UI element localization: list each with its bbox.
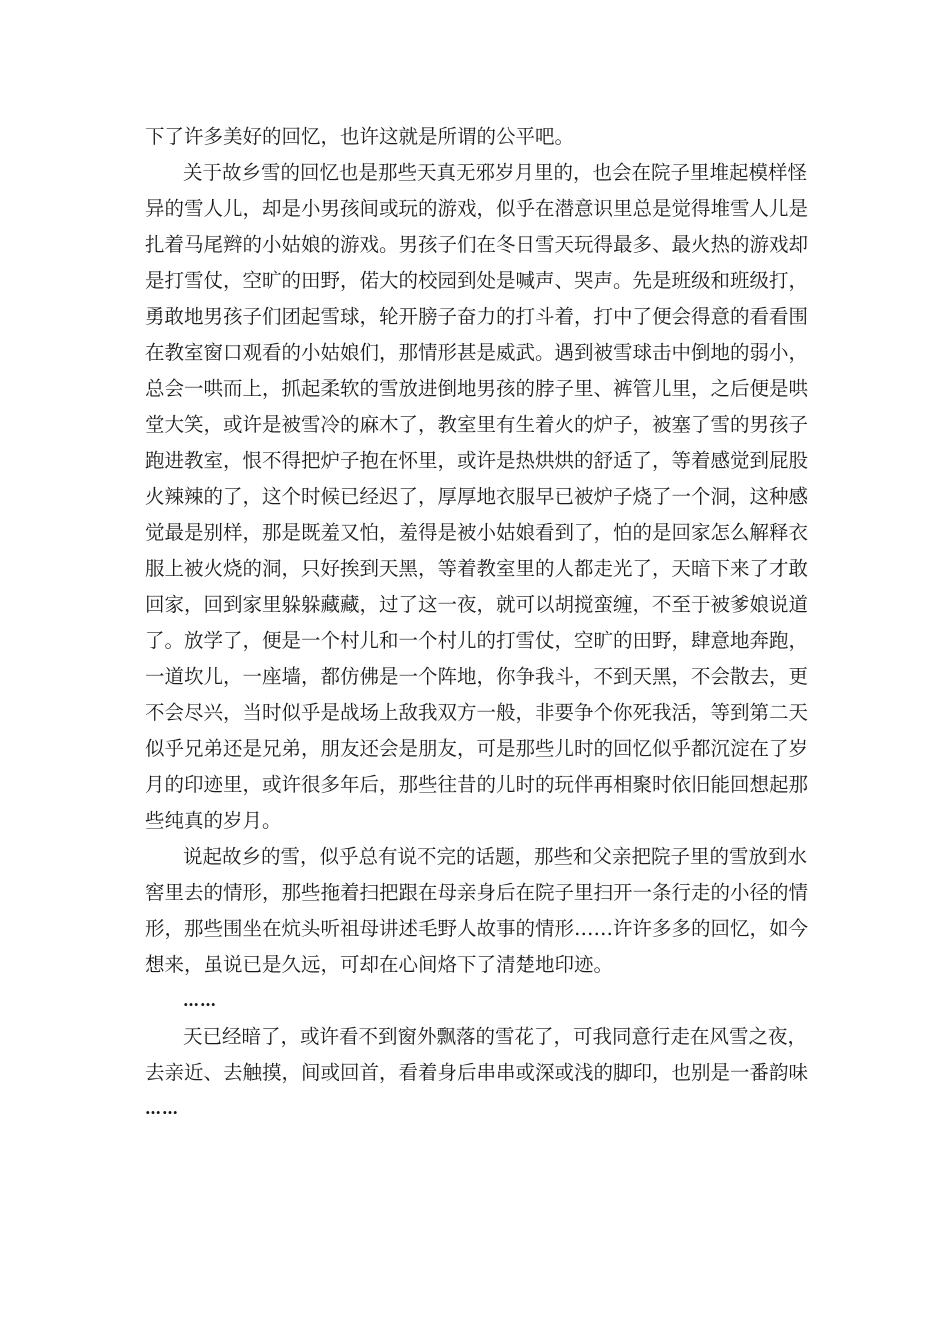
paragraph-line: 些纯真的岁月。 <box>145 809 282 832</box>
paragraph-line: 形，那些围坐在炕头听祖母讲述毛野人故事的情形……许许多多的回忆，如今 <box>145 917 809 940</box>
paragraph-line: 服上被火烧的洞，只好挨到天黑，等着教室里的人都走光了，天暗下来了才敢 <box>145 557 809 580</box>
paragraph-line: 觉最是别样，那是既羞又怕，羞得是被小姑娘看到了，怕的是回家怎么解释衣 <box>145 521 809 544</box>
section-ellipsis: …… <box>183 991 217 1010</box>
paragraph-line: 想来，虽说已是久远，可却在心间烙下了清楚地印迹。 <box>145 953 614 976</box>
paragraph-line: 勇敢地男孩子们团起雪球，轮开膀子奋力的打斗着，打中了便会得意的看看围 <box>145 305 809 328</box>
paragraph-line: 一道坎儿，一座墙，都仿佛是一个阵地，你争我斗，不到天黑，不会散去，更 <box>145 665 809 688</box>
paragraph-line: 跑进教室，恨不得把炉子抱在怀里，或许是热烘烘的舒适了，等着感觉到屁股 <box>145 449 809 472</box>
paragraph-line: 总会一哄而上，抓起柔软的雪放进倒地男孩的脖子里、裤管儿里，之后便是哄 <box>145 377 809 400</box>
paragraph-line: 异的雪人儿，却是小男孩间或玩的游戏，似乎在潜意识里总是觉得堆雪人儿是 <box>145 197 809 220</box>
paragraph-line: 下了许多美好的回忆，也许这就是所谓的公平吧。 <box>145 125 575 148</box>
paragraph-line: 似乎兄弟还是兄弟，朋友还会是朋友，可是那些儿时的回忆似乎都沉淀在了岁 <box>145 737 809 760</box>
paragraph-line: 去亲近、去触摸，间或回首，看着身后串串或深或浅的脚印，也别是一番韵味 <box>145 1061 809 1084</box>
paragraph-line: 是打雪仗，空旷的田野，偌大的校园到处是喊声、哭声。先是班级和班级打， <box>145 269 809 292</box>
paragraph-line: 月的印迹里，或许很多年后，那些往昔的儿时的玩伴再相聚时依旧能回想起那 <box>145 773 809 796</box>
paragraph-line: 说起故乡的雪，似乎总有说不完的话题，那些和父亲把院子里的雪放到水 <box>183 845 808 868</box>
paragraph-line: 扎着马尾辫的小姑娘的游戏。男孩子们在冬日雪天玩得最多、最火热的游戏却 <box>145 233 809 256</box>
paragraph-line: 回家，回到家里躲躲藏藏，过了这一夜，就可以胡搅蛮缠，不至于被爹娘说道 <box>145 593 809 616</box>
paragraph-line: 不会尽兴，当时似乎是战场上敌我双方一般，非要争个你死我活，等到第二天 <box>145 701 809 724</box>
paragraph-line: 在教室窗口观看的小姑娘们，那情形甚是威武。遇到被雪球击中倒地的弱小， <box>145 341 809 364</box>
paragraph-line: 了。放学了，便是一个村儿和一个村儿的打雪仗，空旷的田野，肆意地奔跑， <box>145 629 809 652</box>
closing-ellipsis: …… <box>145 1099 179 1118</box>
paragraph-line: 堂大笑，或许是被雪冷的麻木了，教室里有生着火的炉子，被塞了雪的男孩子 <box>145 413 809 436</box>
paragraph-line: 窖里去的情形，那些拖着扫把跟在母亲身后在院子里扫开一条行走的小径的情 <box>145 881 809 904</box>
paragraph-line: 火辣辣的了，这个时候已经迟了，厚厚地衣服早已被炉子烧了一个洞，这种感 <box>145 485 809 508</box>
paragraph-line: 天已经暗了，或许看不到窗外飘落的雪花了，可我同意行走在风雪之夜， <box>183 1025 808 1048</box>
paragraph-line: 关于故乡雪的回忆也是那些天真无邪岁月里的，也会在院子里堆起模样怪 <box>183 161 808 184</box>
